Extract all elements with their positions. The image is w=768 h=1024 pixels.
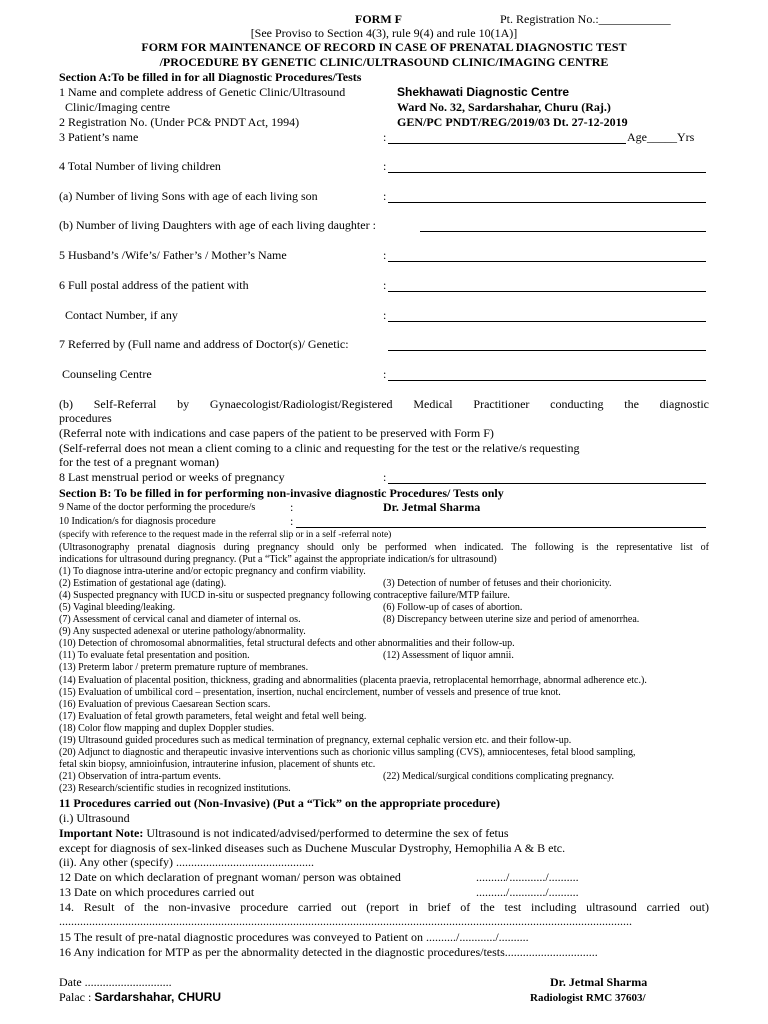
q5-colon: : <box>383 248 387 262</box>
indication-10[interactable]: (10) Detection of chromosomal abnormalities, fetal structural defects and other abnormalities and their follow-up. <box>59 638 515 649</box>
indication-15[interactable]: (15) Evaluation of umbilical cord – presentation, insertion, nuchal encirclement, number of vessels and presence of true knot. <box>59 687 561 698</box>
indication-6[interactable]: (6) Follow-up of cases of abortion. <box>383 602 523 613</box>
registration-number-label: Pt. Registration No.:____________ <box>500 12 671 26</box>
section-b-heading: Section B: To be filled in for performing non-invasive diagnostic Procedures/ Tests only <box>59 486 504 500</box>
usg-note-line1: (Ultrasonography prenatal diagnosis during pregnancy should only be performed when indicated. The following is the representative list of <box>59 542 709 553</box>
self-referral-label-cont: procedures <box>59 411 112 425</box>
signatory-name: Dr. Jetmal Sharma <box>550 975 648 989</box>
postal-address-field[interactable] <box>388 291 706 292</box>
q6-contact-colon: : <box>383 308 387 322</box>
counseling-centre-field[interactable] <box>388 380 706 381</box>
important-note-label: Important Note: <box>59 826 144 840</box>
q3-colon: : <box>383 130 387 144</box>
indication-23[interactable]: (23) Research/scientific studies in recognized institutions. <box>59 783 291 794</box>
self-referral-note1: (Referral note with indications and case papers of the patient to be preserved with Form F) <box>59 426 494 440</box>
q11-label: 11 Procedures carried out (Non-Invasive) (Put a “Tick” on the appropriate procedure) <box>59 796 500 810</box>
q9-colon: : <box>290 500 294 514</box>
indication-5[interactable]: (5) Vaginal bleeding/leaking. <box>59 602 176 613</box>
q10-label: 10 Indication/s for diagnosis procedure <box>59 516 216 527</box>
indication-16[interactable]: (16) Evaluation of previous Caesarean Section scars. <box>59 699 271 710</box>
q6-colon: : <box>383 278 387 292</box>
q11-other-option[interactable]: (ii). Any other (specify) .............................................. <box>59 855 314 869</box>
q13-label: 13 Date on which procedures carried out <box>59 885 255 899</box>
signatory-title: Radiologist RMC 37603/ <box>530 992 646 1004</box>
clinic-address: Ward No. 32, Sardarshahar, Churu (Raj.) <box>397 100 611 114</box>
indication-field[interactable] <box>296 527 706 528</box>
q2-label: 2 Registration No. (Under PC& PNDT Act, 1994) <box>59 115 300 129</box>
self-referral-note3: for the test of a pregnant woman) <box>59 455 219 469</box>
usg-note-line2: indications for ultrasound during pregnancy. (Put a “Tick” against the appropriate indication/s for ultrasound) <box>59 554 497 565</box>
patient-name-field[interactable] <box>388 143 626 144</box>
indication-3[interactable]: (3) Detection of number of fetuses and their chorionicity. <box>383 578 612 589</box>
important-note-text: Ultrasound is not indicated/advised/performed to determine the sex of fetus <box>143 826 509 840</box>
form-heading-line2: /PROCEDURE BY GENETIC CLINIC/ULTRASOUND CLINIC/IMAGING CENTRE <box>159 55 609 69</box>
q8-colon: : <box>383 470 387 484</box>
result-field[interactable]: ............................................................................................................................................................................................... <box>59 915 632 927</box>
q1-label-cont: Clinic/Imaging centre <box>65 100 170 114</box>
indication-22[interactable]: (22) Medical/surgical conditions complicating pregnancy. <box>383 771 615 782</box>
indication-17[interactable]: (17) Evaluation of fetal growth parameters, fetal weight and fetal well being. <box>59 711 367 722</box>
registration-number-value: GEN/PC PNDT/REG/2019/03 Dt. 27-12-2019 <box>397 115 628 129</box>
age-label: Age_____Yrs <box>627 130 695 144</box>
indication-21[interactable]: (21) Observation of intra-partum events. <box>59 771 221 782</box>
q10-colon: : <box>290 514 294 528</box>
q7-counsel-colon: : <box>383 367 387 381</box>
living-daughters-field[interactable] <box>420 231 706 232</box>
indication-12[interactable]: (12) Assessment of liquor amnii. <box>383 650 514 661</box>
q4-colon: : <box>383 159 387 173</box>
indication-1[interactable]: (1) To diagnose intra-uterine and/or ectopic pregnancy and confirm viability. <box>59 566 366 577</box>
q7-counsel-label: Counseling Centre <box>62 367 152 381</box>
q4a-colon: : <box>383 189 387 203</box>
clinic-name: Shekhawati Diagnostic Centre <box>397 85 570 99</box>
contact-number-field[interactable] <box>388 321 706 322</box>
q6-label: 6 Full postal address of the patient with <box>59 278 249 292</box>
section-a-heading: Section A:To be filled in for all Diagnostic Procedures/Tests <box>59 70 362 84</box>
q5-label: 5 Husband’s /Wife’s/ Father’s / Mother’s Name <box>59 248 287 262</box>
indication-14[interactable]: (14) Evaluation of placental position, thickness, grading and abnormalities (placenta praevia, retroplacental hemorrhage, abnormal adherence etc.). <box>59 675 647 686</box>
indication-13[interactable]: (13) Preterm labor / preterm premature rupture of membranes. <box>59 662 309 673</box>
self-referral-note2: (Self-referral does not mean a client coming to a clinic and requesting for the test or the relative/s requesting <box>59 441 580 455</box>
q9-label: 9 Name of the doctor performing the procedure/s <box>59 502 256 513</box>
procedure-date-field[interactable]: ........../............/.......... <box>476 885 579 899</box>
indication-20[interactable]: (20) Adjunct to diagnostic and therapeutic invasive interventions such as chorionic villus sampling (CVS), amniocenteses, fetal blood sampling, <box>59 747 636 758</box>
relative-name-field[interactable] <box>388 261 706 262</box>
q4b-label: (b) Number of living Daughters with age of each living daughter : <box>59 218 376 232</box>
q11-ultrasound-option[interactable]: (i.) Ultrasound <box>59 811 130 825</box>
q16-label: 16 Any indication for MTP as per the abnormality detected in the diagnostic procedures/tests............................... <box>59 945 598 959</box>
indication-8[interactable]: (8) Discrepancy between uterine size and period of amenorrhea. <box>383 614 640 625</box>
lmp-field[interactable] <box>388 483 706 484</box>
q8-label: 8 Last menstrual period or weeks of pregnancy <box>59 470 285 484</box>
important-note <box>59 827 509 839</box>
place-value: Sardarshahar, CHURU <box>94 990 222 1004</box>
q10-note: (specify with reference to the request made in the referral slip or in a self -referral note) <box>59 530 392 540</box>
indication-19[interactable]: (19) Ultrasound guided procedures such as medical termination of pregnancy, external cephalic version etc. and their follow-up. <box>59 735 572 746</box>
q14-label: 14. Result of the non-invasive procedure carried out (report in brief of the test including ultrasound carried out) <box>59 900 709 914</box>
referred-by-field[interactable] <box>388 350 706 351</box>
indication-2[interactable]: (2) Estimation of gestational age (dating). <box>59 578 227 589</box>
q4-label: 4 Total Number of living children <box>59 159 221 173</box>
important-note-cont: except for diagnosis of sex-linked diseases such as Duchene Muscular Dystrophy, Hemophilia A & B etc. <box>59 841 566 855</box>
form-heading-line1: FORM FOR MAINTENANCE OF RECORD IN CASE OF PRENATAL DIAGNOSTIC TEST <box>141 40 627 54</box>
indication-18[interactable]: (18) Color flow mapping and duplex Doppler studies. <box>59 723 274 734</box>
place-line <box>59 991 221 1003</box>
indication-4[interactable]: (4) Suspected pregnancy with IUCD in-situ or suspected pregnancy following contraceptive failure/MTP failure. <box>59 590 510 601</box>
q6-contact-label: Contact Number, if any <box>65 308 178 322</box>
q1-label: 1 Name and complete address of Genetic Clinic/Ultrasound <box>59 85 346 99</box>
indication-11[interactable]: (11) To evaluate fetal presentation and position. <box>59 650 250 661</box>
declaration-date-field[interactable]: ........../............/.......... <box>476 870 579 884</box>
q15-label: 15 The result of pre-natal diagnostic procedures was conveyed to Patient on ........../............/.......... <box>59 930 529 944</box>
indication-20-cont: fetal skin biopsy, amnioinfusion, intrauterine infusion, placement of shunts etc. <box>59 759 376 770</box>
doctor-name: Dr. Jetmal Sharma <box>383 500 481 514</box>
q4a-label: (a) Number of living Sons with age of each living son <box>59 189 318 203</box>
proviso-line: [See Proviso to Section 4(3), rule 9(4) and rule 10(1A)] <box>250 26 518 40</box>
living-children-field[interactable] <box>388 172 706 173</box>
q7-label: 7 Referred by (Full name and address of Doctor(s)/ Genetic: <box>59 337 349 351</box>
date-label: Date ............................. <box>59 975 172 989</box>
q12-label: 12 Date on which declaration of pregnant woman/ person was obtained <box>59 870 401 884</box>
q3-label: 3 Patient’s name <box>59 130 139 144</box>
form-title: FORM F <box>355 12 402 26</box>
living-sons-field[interactable] <box>388 202 706 203</box>
place-label: Palac : <box>59 990 95 1004</box>
indication-9[interactable]: (9) Any suspected adenexal or uterine pathology/abnormality. <box>59 626 306 637</box>
self-referral-label: (b) Self-Referral by Gynaecologist/Radiologist/Registered Medical Practitioner conducting the diagnostic <box>59 397 709 411</box>
indication-7[interactable]: (7) Assessment of cervical canal and diameter of internal os. <box>59 614 301 625</box>
